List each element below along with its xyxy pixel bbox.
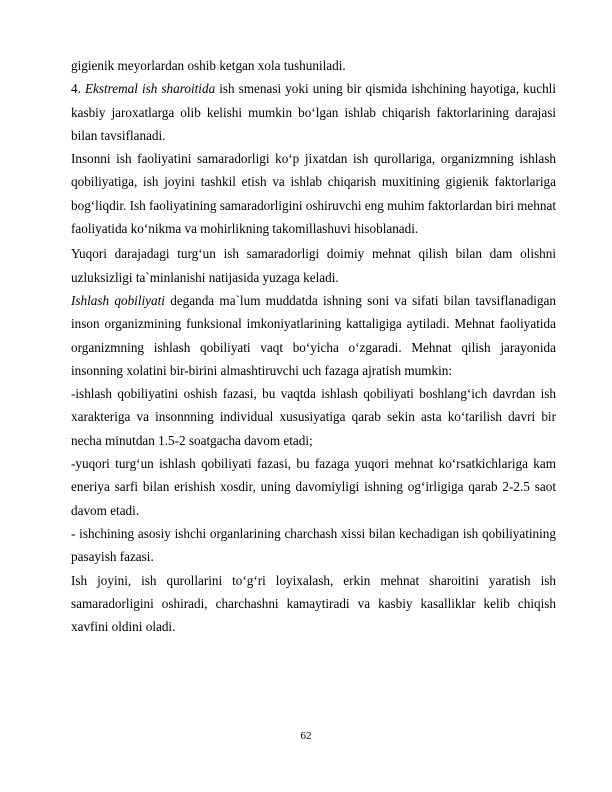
- term-work-capacity: Ishlash qobiliyati: [71, 292, 165, 308]
- term-extreme-conditions: Ekstremal ish sharoitida: [84, 81, 216, 97]
- paragraph-continuation: gigienik meyorlardan oshib ketgan xola tushuniladi.: [71, 58, 346, 73]
- phase-stable: -yuqori turg‘un ishlash qobiliyati fazasi, bu fazaga yuqori mehnat ko‘rsatkichlariga kam eneriya sarfi bilan erishish xosdir, uning davomiyligi ishning og‘irligiga qarab 2-2.5 saot davom etadi.: [71, 456, 556, 518]
- paragraph-text: deganda ma`lum muddatda ishning soni va sifati bilan tavsiflanadigan inson organizmining funksional imkoniyatlarining kattaligiga aytiladi. Mehnat faoliyatida organizmning ishlash qobiliyati vaqt bo‘yicha o‘zgaradi. Mehnat qilish jarayonida insonning xolatini bir-birini almashtiruvchi uch fazaga ajratish mumkin:: [71, 292, 556, 378]
- paragraph-workplace-design: Ish joyini, ish qurollarini to‘g‘ri loyixalash, erkin mehnat sharoitini yaratish ish samaradorligini oshiradi, charchashni kamaytiradi va kasbiy kasalliklar kelib chiqish xavfini oldini oladi.: [71, 572, 556, 635]
- paragraph-work-efficiency: Insonni ish faoliyatini samaradorligi ko‘p jixatdan ish qurollariga, organizmning ishlash qobiliyatiga, ish joyini tashkil etish va ishlab chiqarish muxitining gigienik faktorlariga bog‘liqdir. Ish faoliyatining samaradorligini oshiruvchi eng muhim faktorlardan biri mehnat faoliyatida ko‘nikma va mohirlikning takomillashuvi hisoblanadi.: [71, 151, 556, 237]
- page-number: 62: [300, 730, 312, 742]
- paragraph-extreme-conditions: [71, 77, 556, 147]
- phase-increase: -ishlash qobiliyatini oshish fazasi, bu vaqtda ishlash qobiliyati boshlang‘ich davrdan ish xarakteriga va insonnning individual xususiyatiga qarab sekin asta ko‘tarilish davri bir necha minutdan 1.5-2 soatgacha davom etadi;: [71, 386, 556, 448]
- list-number: 4.: [71, 81, 81, 97]
- paragraph-work-capacity: [71, 289, 556, 382]
- paragraph-stable-efficiency: Yuqori darajadagi turg‘un ish samaradorligi doimiy mehnat qilish bilan dam olishni uzluksizligi ta`minlanishi natijasida yuzaga keladi.: [71, 246, 556, 285]
- text-body: [71, 54, 556, 638]
- phase-decline: - ishchining asosiy ishchi organlarining charchash xissi bilan kechadigan ish qobiliyatining pasayish fazasi.: [71, 525, 556, 565]
- paragraph-text: ish smenasi yoki uning bir qismida ishchining hayotiga, kuchli kasbiy jaroxatlarga olib kelishi mumkin bo‘lgan ishlab chiqarish faktorlarining darajasi bilan tavsiflanadi.: [71, 81, 557, 143]
